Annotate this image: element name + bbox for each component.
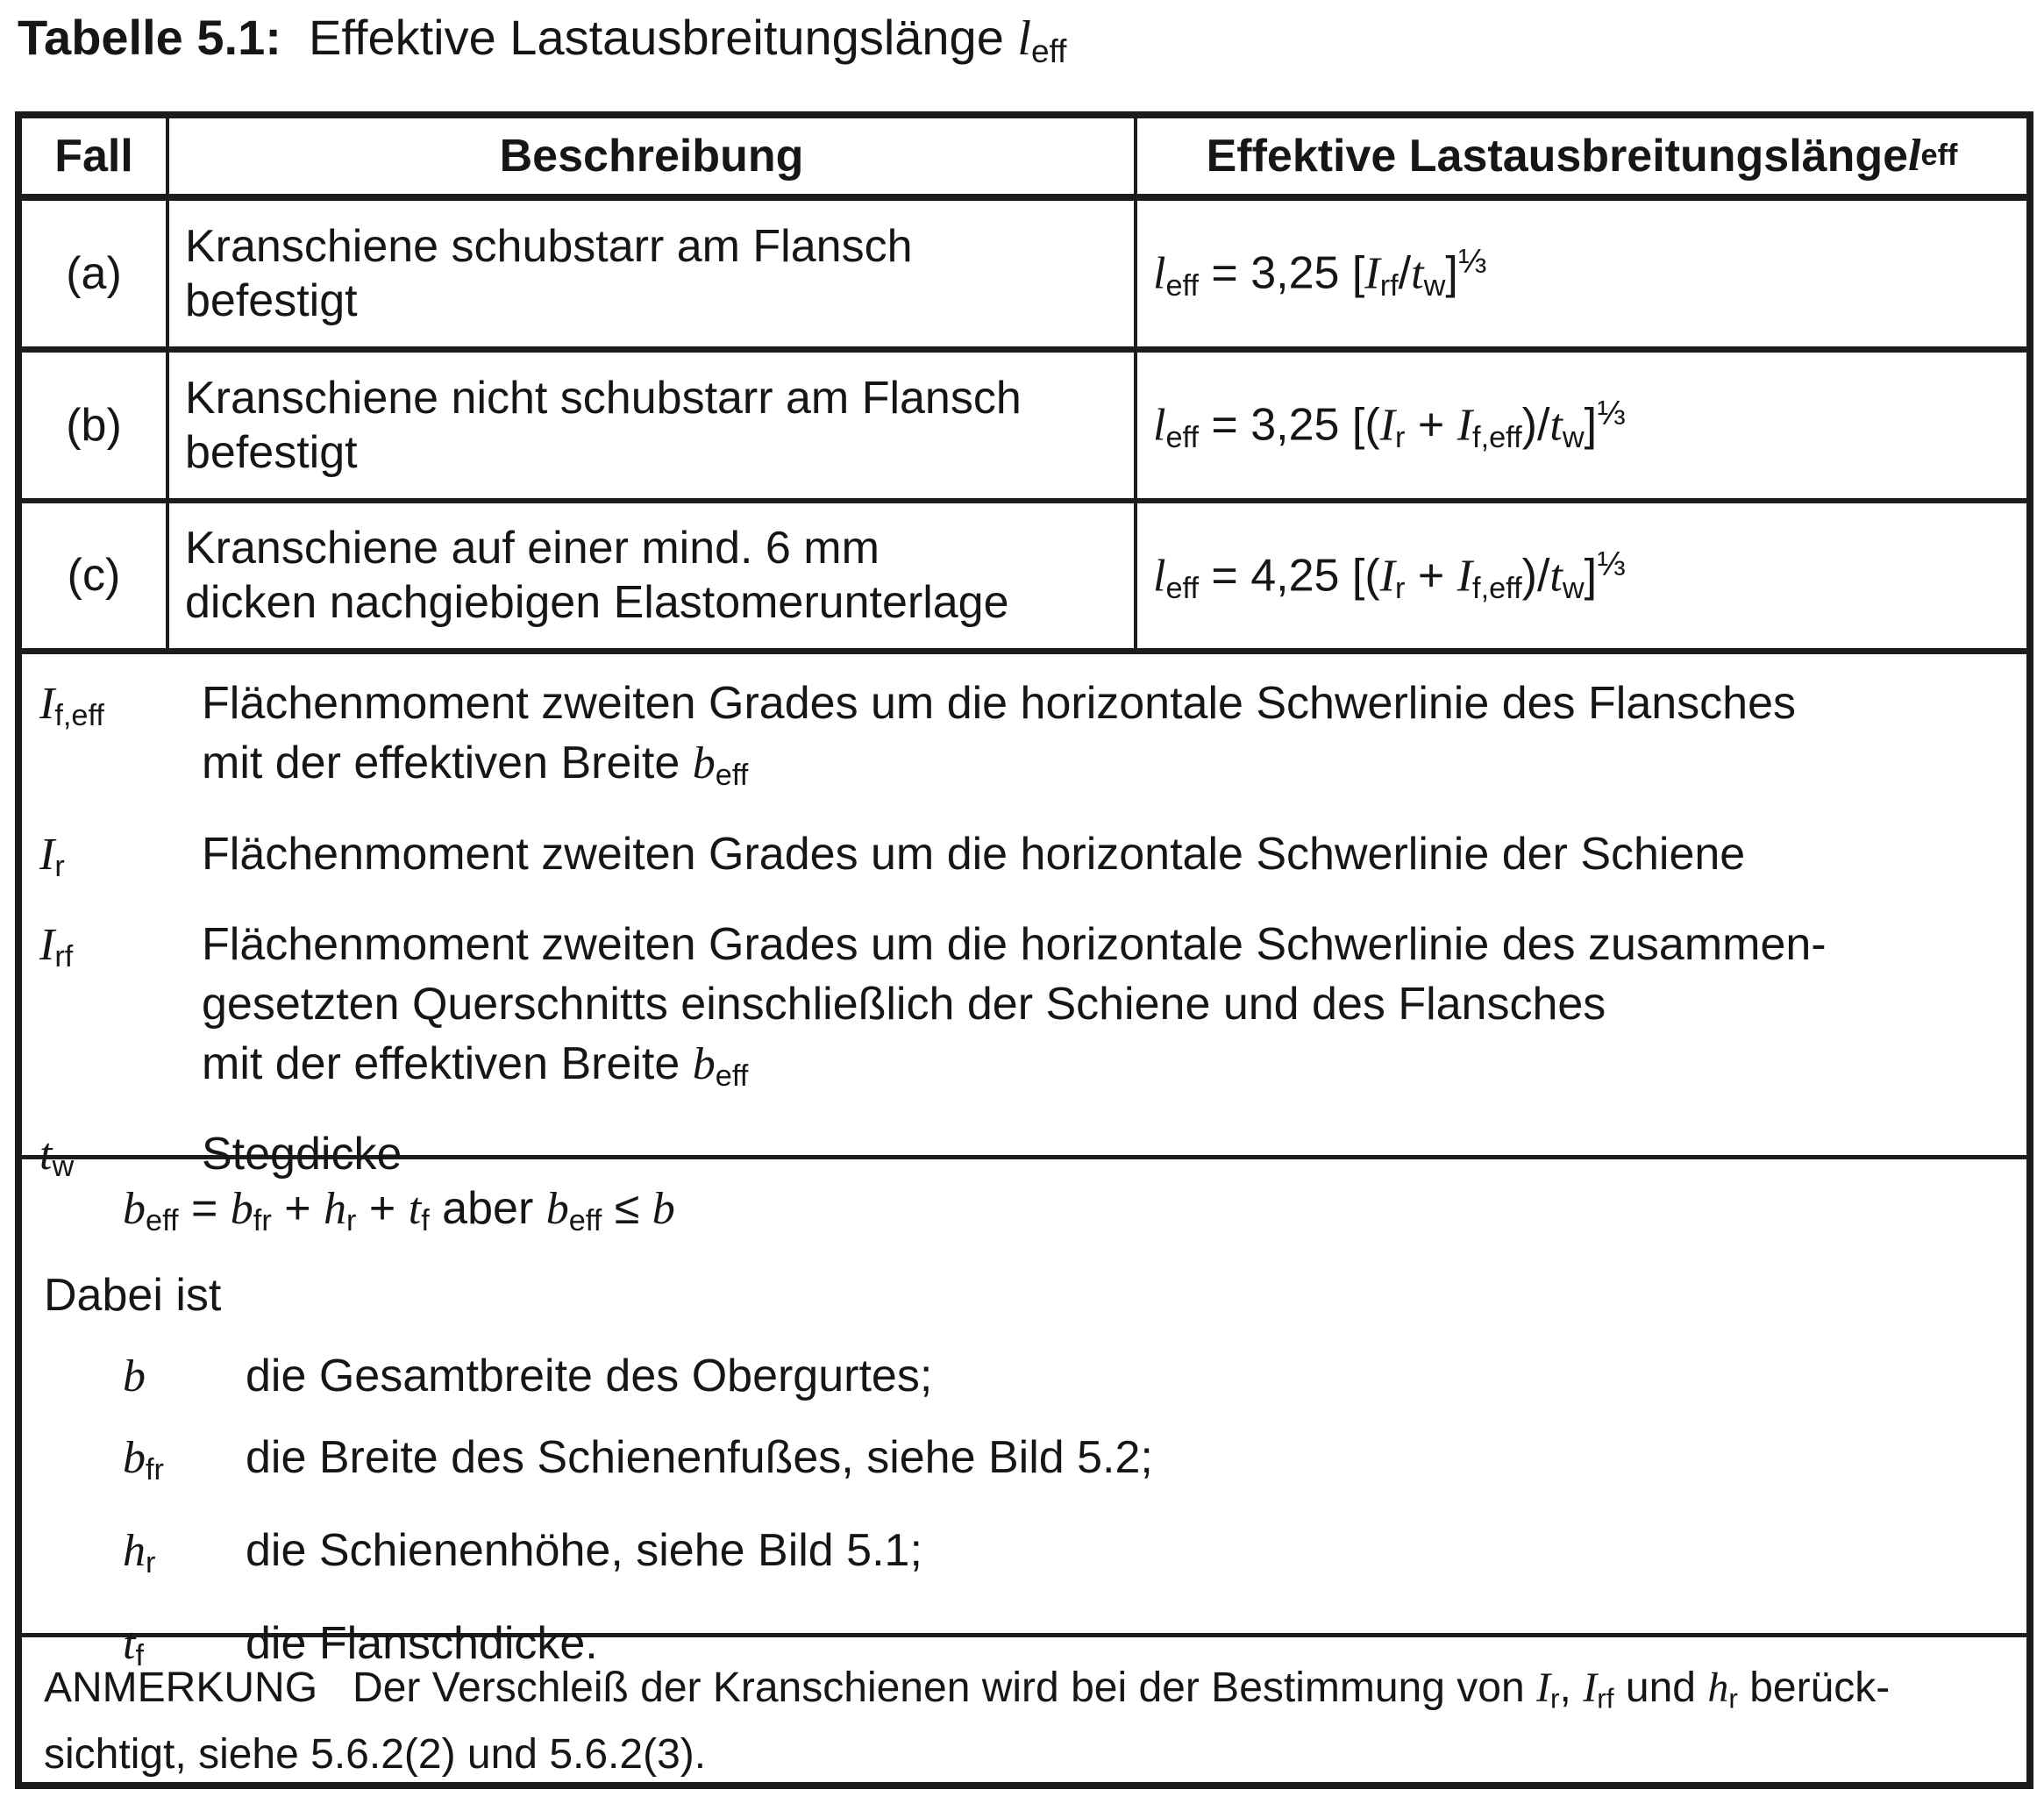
symbol-definition-item <box>39 824 2009 896</box>
description-text: Kranschiene nicht schubstarr am Flansch befestigt <box>185 372 1022 478</box>
term-item <box>123 1346 2009 1407</box>
beff-formula: beff = bfr + hr + tf aber beff ≤ b <box>123 1183 675 1238</box>
term-definition: die Breite des Schienenfußes, siehe Bild 5.2; <box>246 1431 1153 1483</box>
symbol: If,eff <box>39 679 104 733</box>
width-rule-section <box>22 1159 2026 1673</box>
definition: Flächenmoment zweiten Grades um die horizontale Schwerlinie des zusammen- gesetzten Querschnitts einschließlich der Schiene und des Flansches mit der effektiven Breite beff <box>202 918 1827 1094</box>
description-text: Kranschiene auf einer mind. 6 mm dicken nachgiebigen Elastomerunterlage <box>185 523 1009 629</box>
description-cell <box>169 353 1137 498</box>
table-header-row <box>22 118 2026 201</box>
term-definition: die Schienenhöhe, siehe Bild 5.1; <box>246 1524 922 1576</box>
term-symbol: tf <box>123 1619 144 1673</box>
header-cell-beschreibung: Beschreibung <box>169 118 1137 194</box>
table-row-a <box>22 201 2026 353</box>
description-cell <box>169 503 1137 649</box>
term-definition: die Gesamtbreite des Obergurtes; <box>246 1350 933 1401</box>
dabei-ist-label: Dabei ist <box>44 1269 222 1321</box>
table-caption: Tabelle 5.1: Effektive Lastausbreitungslänge leff <box>18 10 1067 69</box>
definition: Flächenmoment zweiten Grades um die horizontale Schwerlinie des Flansches mit der effektiven Breite beff <box>202 678 1796 793</box>
term-symbol: bfr <box>123 1432 164 1486</box>
definition: Stegdicke <box>202 1129 402 1180</box>
note-text: ANMERKUNG Der Verschleiß der Kranschienen wird bei der Bestimmung von Ir, Irf und hr berück- sichtigt, siehe 5.6.2(2) und 5.6.2(3). <box>44 1665 1891 1778</box>
symbol: Ir <box>39 829 65 883</box>
case-cell: (a) <box>22 201 169 346</box>
table-row-b <box>22 353 2026 503</box>
formula-text: leff = 4,25 $[(Ir + If,eff)/tw]^{\frac{1}{3}}$ <box>1153 545 1626 605</box>
term-item <box>123 1428 2009 1500</box>
table-row-c <box>22 503 2026 655</box>
term-symbol: hr <box>123 1525 156 1580</box>
term-symbol: b <box>123 1351 146 1401</box>
formula-cell <box>1137 353 2026 498</box>
term-item <box>123 1521 2009 1593</box>
header-cell-fall: Fall <box>22 118 169 194</box>
description-text: Kranschiene schubstarr am Flansch befestigt <box>185 220 913 326</box>
definition: Flächenmoment zweiten Grades um die horizontale Schwerlinie der Schiene <box>202 828 1746 880</box>
symbol-definitions <box>22 654 2026 1184</box>
note-section <box>22 1637 2026 1782</box>
header-cell-leff: Effektive Lastausbreitungslänge l eff <box>1206 130 1958 182</box>
description-cell <box>169 201 1137 346</box>
formula-text: leff = 3,25 $[(Ir + If,eff)/tw]^{\frac{1}{3}}$ <box>1153 395 1626 455</box>
symbol: tw <box>39 1130 75 1184</box>
formula-cell <box>1137 503 2026 649</box>
formula-text: leff = 3,25 $[Irf/tw]^{\frac{1}{3}}$ <box>1153 243 1487 303</box>
table-5-1 <box>15 111 2033 1789</box>
case-cell: (c) <box>22 503 169 649</box>
case-cell: (b) <box>22 353 169 498</box>
symbol-definition-item <box>39 915 2009 1106</box>
symbol: Irf <box>39 919 74 974</box>
term-definition: die Flanschdicke. <box>246 1618 598 1670</box>
formula-cell <box>1137 201 2026 346</box>
symbol-definition-item <box>39 674 2009 805</box>
